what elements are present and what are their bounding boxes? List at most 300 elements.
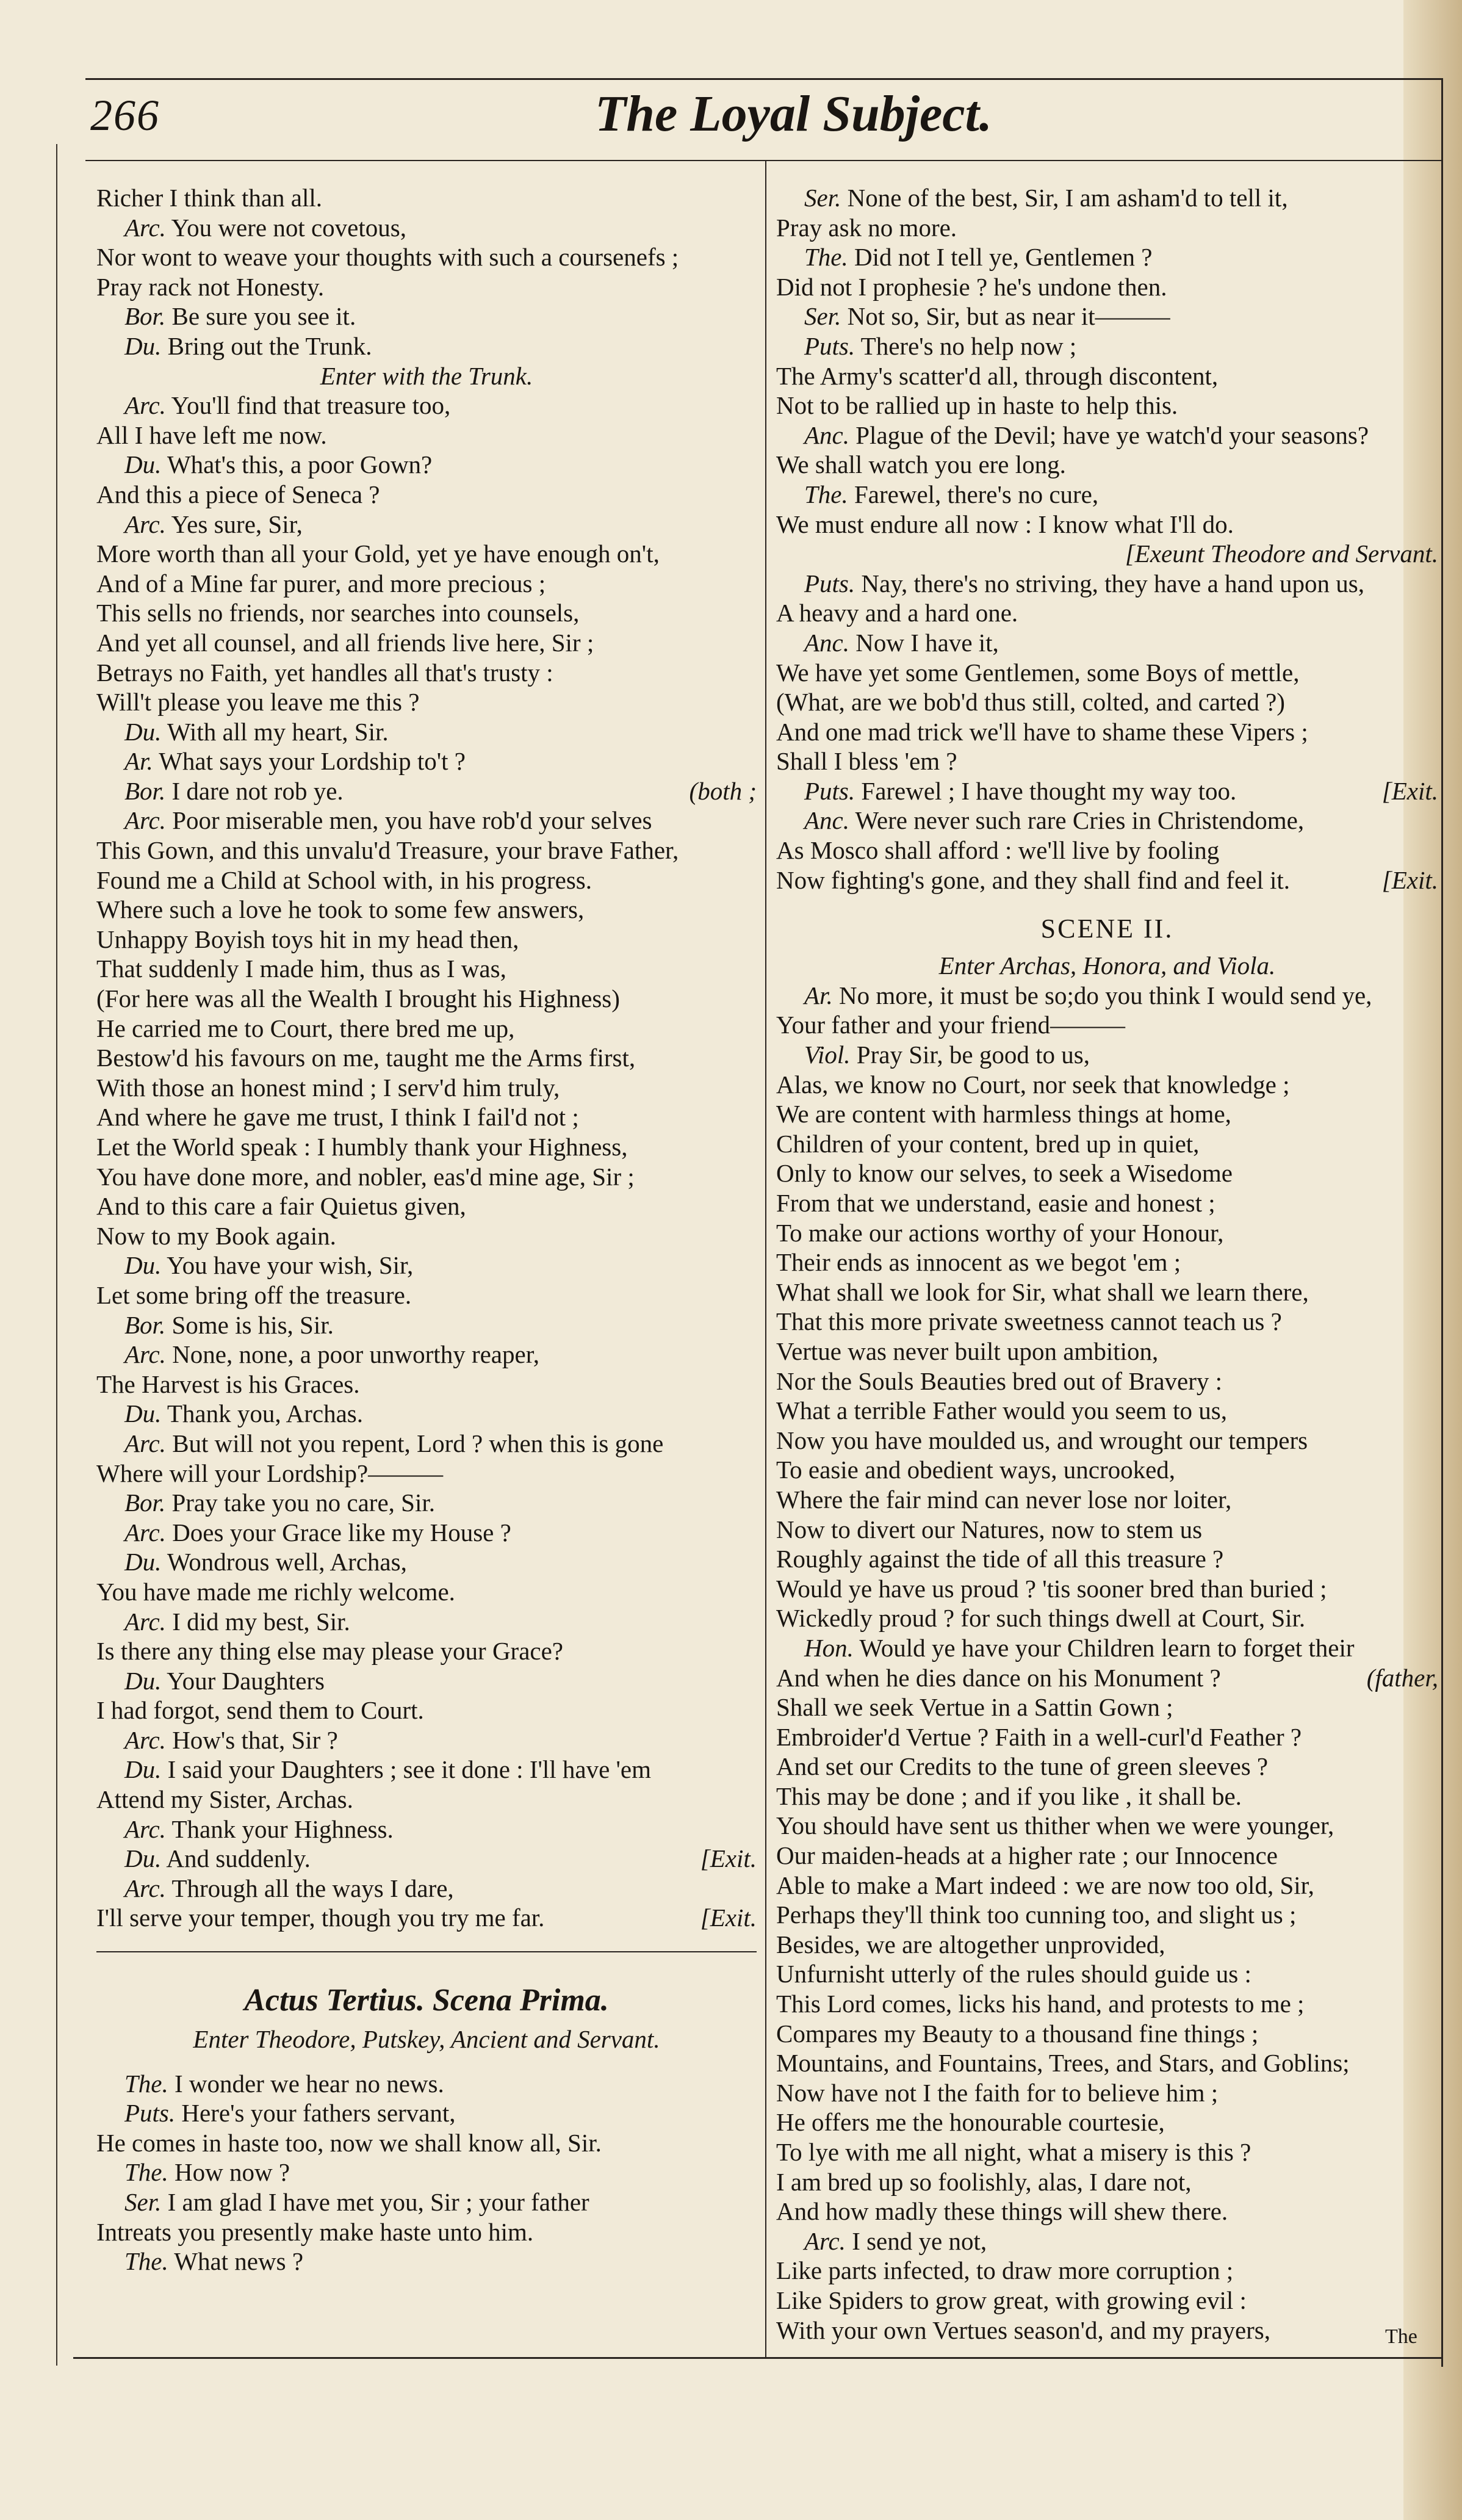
line-text: The Army's scatter'd all, through discontent, (776, 361, 1219, 390)
verse-line (776, 1900, 1438, 1930)
verse-line (96, 2217, 757, 2247)
right-aligned-direction: [Exit. (1381, 865, 1438, 894)
line-text: But will not you repent, Lord ? when this is gone (172, 1429, 664, 1457)
speaker-prefix: Puts. (804, 331, 855, 360)
line-text: Did not I tell ye, Gentlemen ? (854, 243, 1153, 272)
verse-line (96, 1725, 757, 1755)
line-text: I'll serve your temper, though you try me far. (96, 1904, 545, 1932)
speaker-prefix: Bor. (124, 1489, 166, 1517)
frame-left-rule (56, 144, 57, 2366)
verse-line (776, 2286, 1438, 2316)
line-text: Pray Sir, be good to us, (856, 1041, 1090, 1069)
verse-line (776, 301, 1438, 331)
line-text: Only to know our selves, to seek a Wisedome (776, 1159, 1233, 1188)
verse-line (96, 1814, 757, 1844)
spacer (96, 2054, 757, 2069)
line-text: I send ye not, (852, 2226, 987, 2255)
verse-line (776, 806, 1438, 836)
line-text: Pray take you no care, Sir. (171, 1489, 435, 1517)
line-text: Our maiden-heads at a higher rate ; our Innocence (776, 1841, 1278, 1870)
line-text: Your Daughters (167, 1666, 325, 1695)
verse-line (96, 272, 757, 302)
right-aligned-direction: [Exit. (1381, 776, 1438, 805)
verse-line (776, 421, 1438, 450)
stage-direction: Enter Theodore, Putskey, Ancient and Servant. (193, 2025, 660, 2054)
verse-line (96, 598, 757, 628)
verse-line (96, 2128, 757, 2158)
line-text: Is there any thing else may please your Grace? (96, 1637, 564, 1666)
speaker-prefix: Arc. (124, 1518, 166, 1547)
verse-line (96, 1310, 757, 1340)
right-lines-a (776, 183, 1438, 895)
verse-line (776, 2316, 1438, 2345)
line-text: Betrays no Faith, yet handles all that's trusty : (96, 658, 553, 687)
line-text: You'll find that treasure too, (171, 391, 451, 420)
speaker-prefix: Arc. (124, 1725, 166, 1754)
speaker-prefix: The. (124, 2158, 168, 2187)
speaker-prefix: Bor. (124, 776, 166, 805)
verse-line (776, 1455, 1438, 1485)
verse-line (96, 391, 757, 421)
line-text: Nay, there's no striving, they have a hand upon us, (861, 569, 1364, 598)
line-text: And how madly these things will shew there. (776, 2197, 1228, 2226)
line-text: I am bred up so foolishly, alas, I dare not, (776, 2167, 1192, 2196)
verse-line (96, 1488, 757, 1518)
verse-line (96, 1014, 757, 1044)
line-text: No more, it must be so;do you think I would send ye, (838, 981, 1372, 1009)
verse-line (96, 331, 757, 361)
line-text: With your own Vertues season'd, and my prayers, (776, 2316, 1271, 2344)
line-text: Intreats you presently make haste unto him. (96, 2217, 534, 2246)
verse-line (96, 480, 757, 510)
verse-line (776, 1603, 1438, 1633)
line-text: And yet all counsel, and all friends live here, Sir ; (96, 628, 594, 657)
speaker-prefix: Ser. (124, 2188, 162, 2216)
line-text: Yes sure, Sir, (171, 510, 303, 538)
speaker-prefix: Du. (124, 1548, 162, 1576)
left-lines-b (96, 391, 757, 1933)
speaker-prefix: Hon. (804, 1633, 854, 1662)
line-text: Where the fair mind can never lose nor loiter, (776, 1485, 1232, 1514)
line-text: You have made me richly welcome. (96, 1577, 455, 1606)
verse-line (96, 1459, 757, 1489)
line-text: Plague of the Devil; have ye watch'd your seasons? (855, 421, 1369, 449)
page-number: 266 (90, 91, 160, 140)
right-lines-b (776, 981, 1438, 2345)
line-text: Will't please you leave me this ? (96, 688, 420, 717)
line-text: Richer I think than all. (96, 184, 323, 212)
verse-line (96, 1666, 757, 1696)
line-text: I wonder we hear no news. (175, 2069, 444, 2098)
verse-line (96, 213, 757, 243)
verse-line (96, 1221, 757, 1251)
verse-line (776, 183, 1438, 213)
verse-line (776, 2019, 1438, 2049)
line-text: Here's your fathers servant, (181, 2099, 456, 2128)
line-text: He offers me the honourable courtesie, (776, 2108, 1165, 2137)
verse-line (96, 836, 757, 865)
line-text: Shall we seek Vertue in a Sattin Gown ; (776, 1693, 1173, 1722)
verse-line (96, 1399, 757, 1429)
verse-line (776, 510, 1438, 540)
right-aligned-direction: [Exeunt Theodore and Servant. (1125, 540, 1438, 568)
verse-line (96, 865, 757, 895)
verse-line (776, 1188, 1438, 1218)
line-text: Mountains, and Fountains, Trees, and Stars, and Goblins; (776, 2049, 1350, 2078)
verse-line (96, 1607, 757, 1637)
verse-line (96, 1370, 757, 1399)
line-text: Now to my Book again. (96, 1221, 336, 1250)
speaker-prefix: Bor. (124, 302, 166, 331)
line-text: Thank you, Archas. (167, 1399, 363, 1428)
line-text: (For here was all the Wealth I brought his Highness) (96, 984, 620, 1013)
line-text: Farewel, there's no cure, (854, 480, 1099, 508)
verse-line (776, 1247, 1438, 1277)
verse-line (776, 2137, 1438, 2167)
line-text: Like parts infected, to draw more corruption ; (776, 2256, 1234, 2285)
verse-line (776, 1070, 1438, 1100)
line-text: Wickedly proud ? for such things dwell at Court, Sir. (776, 1604, 1306, 1633)
line-text: Now to divert our Natures, now to stem us (776, 1515, 1203, 1543)
line-text: Poor miserable men, you have rob'd your selves (172, 806, 652, 835)
verse-line (776, 1722, 1438, 1752)
line-text: You have done more, and nobler, eas'd mine age, Sir ; (96, 1162, 635, 1191)
line-text: With all my heart, Sir. (167, 717, 389, 746)
speaker-prefix: Bor. (124, 1310, 166, 1339)
speaker-prefix: Arc. (124, 1340, 166, 1369)
line-text: And to this care a fair Quietus given, (96, 1192, 466, 1221)
line-text: I did my best, Sir. (172, 1607, 350, 1636)
verse-line (776, 1782, 1438, 1811)
line-text: Now I have it, (855, 628, 999, 657)
line-text: Now fighting's gone, and they shall find and feel it. (776, 865, 1291, 894)
speaker-prefix: Arc. (124, 1607, 166, 1636)
speaker-prefix: Du. (124, 1755, 162, 1784)
line-text: Like Spiders to grow great, with growing evil : (776, 2286, 1247, 2314)
verse-line (96, 658, 757, 688)
speaker-prefix: Arc. (804, 2226, 846, 2255)
verse-line (96, 2069, 757, 2099)
verse-line (776, 1396, 1438, 1426)
speaker-prefix: The. (124, 2247, 168, 2276)
line-text: And set our Credits to the tune of green sleeves ? (776, 1752, 1269, 1781)
verse-line (776, 1811, 1438, 1841)
line-text: To lye with me all night, what a misery is this ? (776, 2138, 1251, 2166)
line-text: We shall watch you ere long. (776, 450, 1066, 479)
scene-title: SCENE II. (1040, 914, 1174, 944)
line-text: Compares my Beauty to a thousand fine things ; (776, 2019, 1259, 2048)
speaker-prefix: Ser. (804, 184, 841, 212)
line-text: Through all the ways I dare, (171, 1874, 454, 1902)
verse-line (776, 658, 1438, 688)
frame-top-rule (85, 78, 1443, 80)
line-text: Nor wont to weave your thoughts with such a coursenefs ; (96, 243, 679, 272)
verse-line (96, 2157, 757, 2187)
verse-line (776, 1099, 1438, 1129)
line-text: I dare not rob ye. (171, 776, 344, 805)
verse-line (96, 1191, 757, 1221)
line-text: You should have sent us thither when we were younger, (776, 1811, 1334, 1840)
verse-line (96, 1162, 757, 1192)
line-text: Besides, we are altogether unprovided, (776, 1930, 1165, 1959)
line-text: Does your Grace like my House ? (172, 1518, 511, 1547)
verse-line (776, 746, 1438, 776)
verse-line (96, 510, 757, 540)
verse-line (776, 1544, 1438, 1574)
catchword: The (1385, 2325, 1417, 2348)
line-text: Bestow'd his favours on me, taught me the Arms first, (96, 1044, 636, 1072)
line-text: There's no help now ; (860, 331, 1077, 360)
verse-line (776, 1158, 1438, 1188)
verse-line (776, 2078, 1438, 2108)
line-text: Farewel ; I have thought my way too. (861, 776, 1237, 805)
verse-line (96, 717, 757, 747)
verse-line (776, 1871, 1438, 1901)
line-text: What a terrible Father would you seem to us, (776, 1396, 1227, 1425)
verse-line (96, 1280, 757, 1310)
line-text: Pray ask no more. (776, 213, 957, 242)
verse-line (96, 1785, 757, 1814)
speaker-prefix: Du. (124, 450, 162, 479)
verse-line (776, 1307, 1438, 1337)
line-text: Some is his, Sir. (171, 1310, 334, 1339)
line-text: I am glad I have met you, Sir ; your father (167, 2188, 589, 2216)
right-aligned-direction: [Exit. (700, 1844, 757, 1873)
verse-line (776, 1633, 1438, 1663)
speaker-prefix: Du. (124, 1399, 162, 1428)
line-text: As Mosco shall afford : we'll live by fooling (776, 836, 1220, 865)
verse-line (776, 1989, 1438, 2019)
line-text: Thank your Highness. (171, 1814, 394, 1843)
line-text: Be sure you see it. (171, 302, 356, 331)
verse-line (776, 598, 1438, 628)
speaker-prefix: Du. (124, 1844, 162, 1873)
verse-line (776, 776, 1438, 806)
line-text: And this a piece of Seneca ? (96, 480, 380, 508)
line-text: You were not covetous, (171, 213, 406, 242)
line-text: And one mad trick we'll have to shame these Vipers ; (776, 717, 1308, 746)
line-text: We have yet some Gentlemen, some Boys of mettle, (776, 658, 1300, 687)
line-text: None of the best, Sir, I am asham'd to tell it, (847, 184, 1288, 212)
verse-line (96, 2098, 757, 2128)
line-text: Perhaps they'll think too cunning too, and slight us ; (776, 1901, 1297, 1929)
line-text: With those an honest mind ; I serv'd him truly, (96, 1073, 560, 1102)
header-rule (85, 160, 1443, 161)
line-text: Their ends as innocent as we begot 'em ; (776, 1248, 1181, 1277)
verse-line (776, 2226, 1438, 2256)
line-text: Would ye have your Children learn to forget their (859, 1633, 1355, 1662)
speaker-prefix: Puts. (124, 2099, 176, 2128)
verse-line (776, 1930, 1438, 1960)
frame-right-rule (1441, 78, 1443, 2367)
verse-line (96, 1695, 757, 1725)
line-text: More worth than all your Gold, yet ye have enough on't, (96, 540, 660, 568)
verse-line (96, 1755, 757, 1785)
act-divider-rule (96, 1951, 757, 1952)
speaker-prefix: The. (804, 480, 848, 508)
right-column (776, 183, 1438, 2345)
verse-line (96, 687, 757, 717)
line-text: This sells no friends, nor searches into counsels, (96, 599, 580, 627)
line-text: And where he gave me trust, I think I fail'd not ; (96, 1103, 579, 1132)
line-text: Where will your Lordship?——— (96, 1459, 444, 1487)
line-text: Found me a Child at School with, in his progress. (96, 865, 592, 894)
speaker-prefix: Du. (124, 1251, 162, 1280)
line-text: Bring out the Trunk. (167, 331, 372, 360)
line-text: Alas, we know no Court, nor seek that knowledge ; (776, 1070, 1290, 1099)
verse-line (96, 984, 757, 1014)
verse-line (96, 954, 757, 984)
verse-line (96, 1874, 757, 1904)
speaker-prefix: Du. (124, 717, 162, 746)
line-text: How's that, Sir ? (172, 1725, 338, 1754)
line-text: Vertue was never built upon ambition, (776, 1337, 1159, 1365)
line-text: How now ? (175, 2158, 290, 2187)
verse-line (96, 895, 757, 925)
verse-line (776, 1841, 1438, 1871)
speaker-prefix: The. (124, 2069, 168, 2098)
line-text: Let the World speak : I humbly thank your Highness, (96, 1133, 628, 1161)
verse-line (96, 539, 757, 569)
verse-line (96, 1251, 757, 1280)
verse-line (776, 687, 1438, 717)
verse-line (776, 717, 1438, 747)
verse-line (776, 1752, 1438, 1782)
line-text: Where such a love he took to some few answers, (96, 895, 585, 924)
verse-line (96, 569, 757, 599)
line-text: Pray rack not Honesty. (96, 272, 325, 301)
line-text: Did not I prophesie ? he's undone then. (776, 272, 1167, 301)
verse-line (96, 2247, 757, 2276)
speaker-prefix: Viol. (804, 1041, 851, 1069)
verse-line (776, 1574, 1438, 1604)
line-text: And suddenly. (166, 1844, 311, 1873)
verse-line (776, 272, 1438, 302)
line-text: You have your wish, Sir, (167, 1251, 414, 1280)
speaker-prefix: The. (804, 243, 848, 272)
verse-line (96, 421, 757, 450)
act-title: Actus Tertius. Scena Prima. (244, 1983, 609, 2018)
verse-line (96, 925, 757, 955)
line-text: That suddenly I made him, thus as I was, (96, 955, 506, 983)
column-divider (765, 160, 766, 2357)
line-text: Children of your content, bred up in quiet, (776, 1129, 1200, 1158)
line-text: To make our actions worthy of your Honour, (776, 1218, 1224, 1247)
verse-line (776, 865, 1438, 895)
verse-line (96, 1132, 757, 1162)
verse-line (776, 450, 1438, 480)
verse-line (96, 1636, 757, 1666)
verse-line (776, 1485, 1438, 1515)
verse-line (96, 301, 757, 331)
line-text: Your father and your friend——— (776, 1011, 1125, 1039)
line-text: Now you have moulded us, and wrought our tempers (776, 1426, 1308, 1454)
line-text: From that we understand, easie and honest ; (776, 1189, 1215, 1217)
stage-direction: Enter Archas, Honora, and Viola. (938, 951, 1276, 980)
line-text: We are content with harmless things at home, (776, 1100, 1231, 1128)
verse-line (96, 1340, 757, 1370)
speaker-prefix: Du. (124, 331, 162, 360)
verse-line (96, 1903, 757, 1933)
line-text: He comes in haste too, now we shall know all, Sir. (96, 2128, 602, 2157)
line-text: That this more private sweetness cannot teach us ? (776, 1307, 1282, 1336)
verse-line (776, 1426, 1438, 1456)
line-text: Not to be rallied up in haste to help this. (776, 391, 1178, 420)
verse-line (776, 2048, 1438, 2078)
line-text: None, none, a poor unworthy reaper, (172, 1340, 539, 1369)
speaker-prefix: Ar. (804, 981, 833, 1009)
line-text: Unfurnisht utterly of the rules should guide us : (776, 1960, 1251, 1988)
speaker-prefix: Arc. (124, 391, 166, 420)
verse-line (776, 836, 1438, 865)
line-text: Embroider'd Vertue ? Faith in a well-curl'd Feather ? (776, 1722, 1302, 1751)
verse-line (776, 331, 1438, 361)
verse-line (776, 1692, 1438, 1722)
line-text: He carried me to Court, there bred me up, (96, 1014, 515, 1042)
line-text: And when he dies dance on his Monument ? (776, 1663, 1221, 1692)
verse-line (96, 1577, 757, 1607)
verse-line (776, 1218, 1438, 1248)
verse-line (776, 1040, 1438, 1070)
verse-line (776, 361, 1438, 391)
speaker-prefix: Arc. (124, 806, 166, 835)
verse-line (96, 1547, 757, 1577)
verse-line (96, 183, 757, 213)
verse-line (776, 242, 1438, 272)
speaker-prefix: Du. (124, 1666, 162, 1695)
verse-line (776, 981, 1438, 1011)
line-text: What says your Lordship to't ? (159, 747, 466, 776)
line-text: All I have left me now. (96, 421, 327, 449)
line-text: Shall I bless 'em ? (776, 747, 957, 776)
verse-line (96, 1043, 757, 1073)
frame-bottom-rule (73, 2357, 1443, 2359)
line-text: This Lord comes, licks his hand, and protests to me ; (776, 1990, 1305, 2018)
verse-line (96, 242, 757, 272)
speaker-prefix: Puts. (804, 776, 855, 805)
line-text: Were never such rare Cries in Christendome, (855, 806, 1305, 835)
verse-line (776, 1959, 1438, 1989)
line-text: This Gown, and this unvalu'd Treasure, your brave Father, (96, 836, 679, 865)
line-text: The Harvest is his Graces. (96, 1370, 360, 1398)
line-text: And of a Mine far purer, and more precious ; (96, 569, 546, 598)
speaker-prefix: Arc. (124, 510, 166, 538)
speaker-prefix: Ar. (124, 747, 153, 776)
line-text: What shall we look for Sir, what shall we learn there, (776, 1277, 1309, 1306)
right-aligned-direction: [Exit. (700, 1904, 757, 1932)
verse-line (776, 569, 1438, 599)
verse-line (776, 391, 1438, 421)
verse-line (96, 806, 757, 836)
verse-line (776, 539, 1438, 569)
left-column (96, 183, 757, 2276)
verse-line (96, 1073, 757, 1103)
left-lines-c (96, 2069, 757, 2276)
left-lines-a (96, 183, 757, 361)
line-text: To easie and obedient ways, uncrooked, (776, 1456, 1176, 1484)
verse-line (96, 1518, 757, 1548)
verse-line (96, 2187, 757, 2217)
verse-line (776, 1129, 1438, 1159)
line-text: Let some bring off the treasure. (96, 1280, 412, 1309)
verse-line (776, 1515, 1438, 1545)
speaker-prefix: Anc. (804, 421, 849, 449)
verse-line (776, 1010, 1438, 1040)
verse-line (776, 1337, 1438, 1367)
running-title: The Loyal Subject. (595, 85, 992, 142)
line-text: Unhappy Boyish toys hit in my head then, (96, 925, 519, 953)
verse-line (776, 2167, 1438, 2197)
